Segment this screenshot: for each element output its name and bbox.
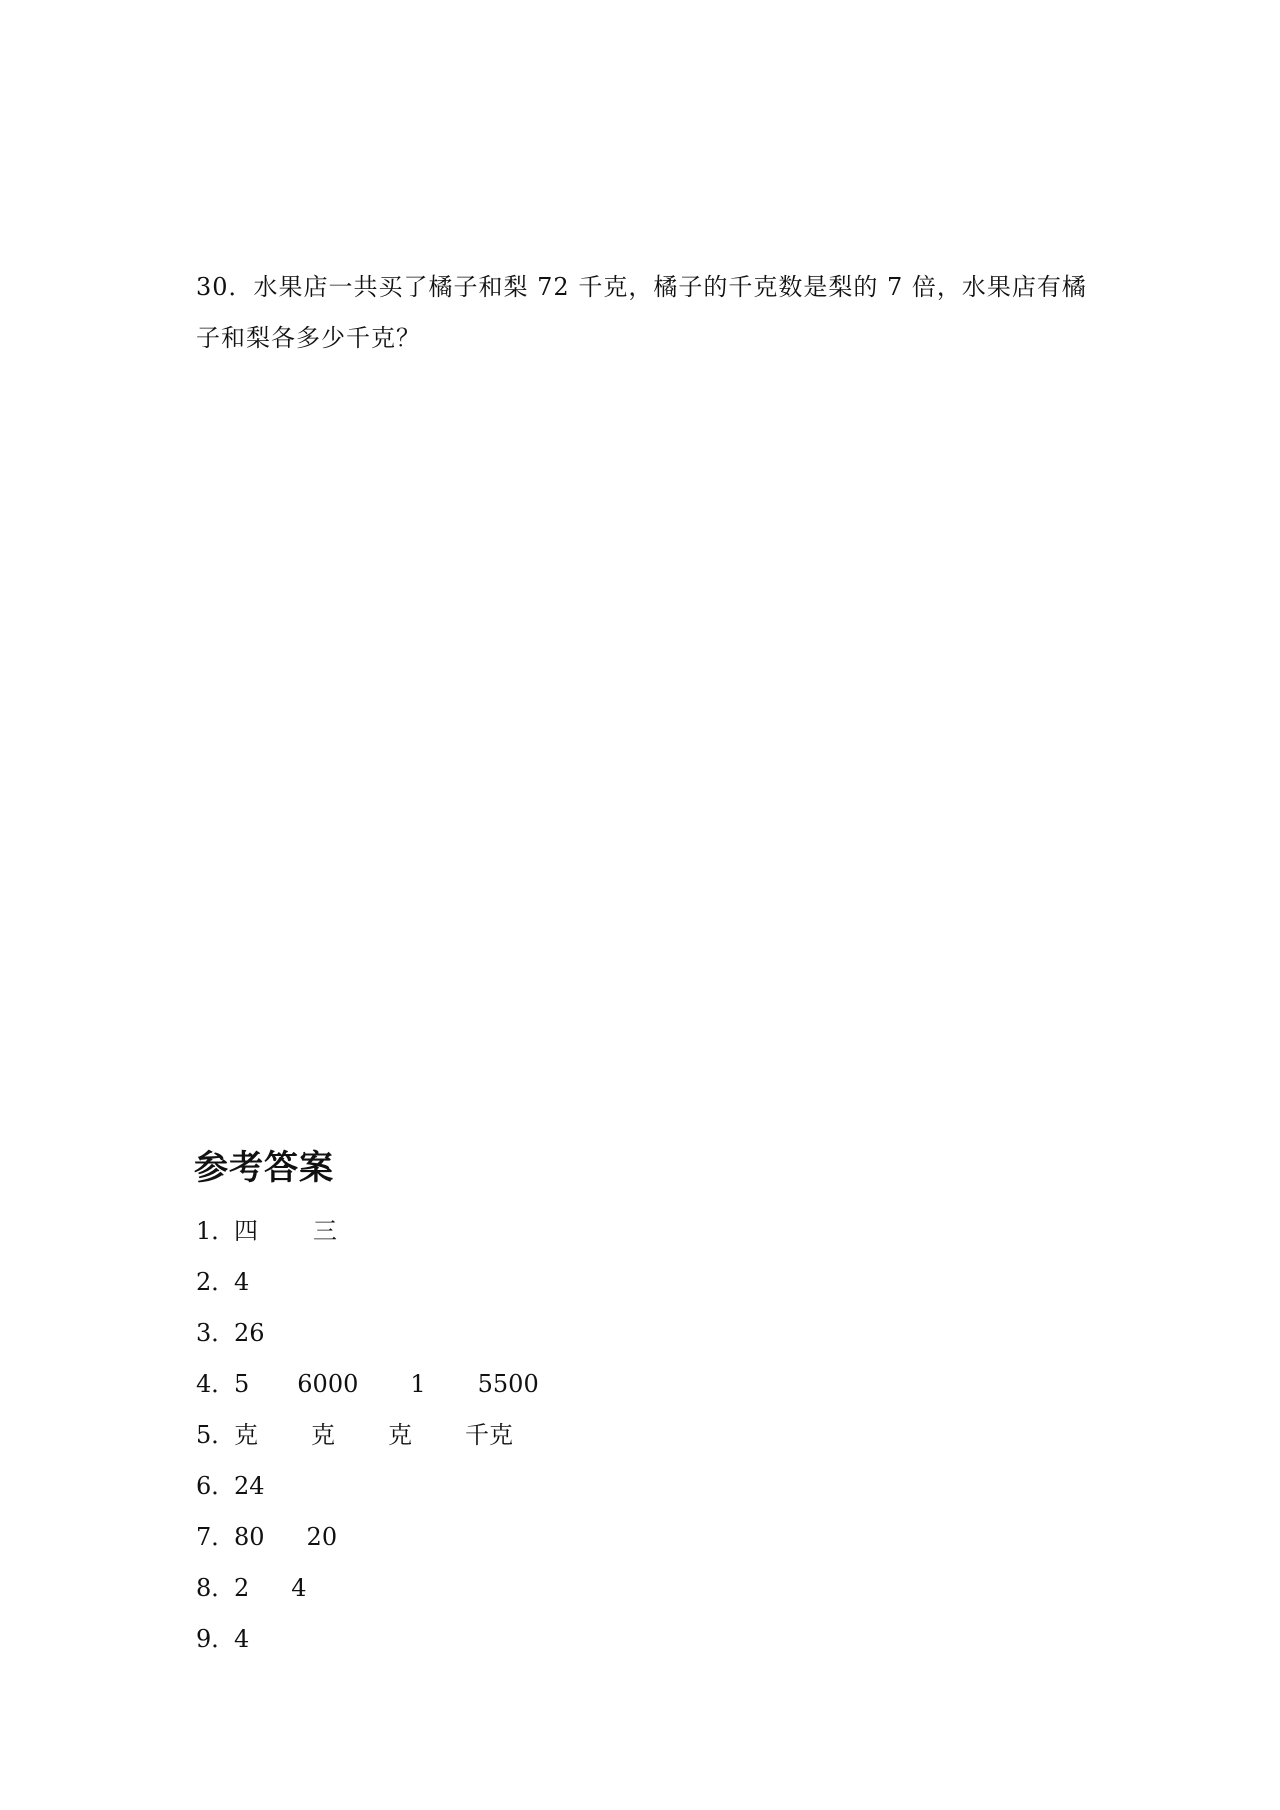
answer-number: 7． <box>196 1523 236 1551</box>
answer-number: 1． <box>196 1217 236 1245</box>
answer-number: 9． <box>196 1625 236 1653</box>
answer-number: 2． <box>196 1268 236 1296</box>
answer-row <box>196 1410 539 1461</box>
answer-number: 8． <box>196 1574 236 1602</box>
answer-row <box>196 1308 539 1359</box>
answers-title: 参考答案 <box>194 1148 334 1188</box>
answer-value: 三 <box>313 1217 337 1245</box>
answer-value: 24 <box>234 1472 265 1500</box>
answer-value: 6000 <box>297 1370 359 1398</box>
answer-value: 4 <box>234 1268 250 1296</box>
answer-row <box>196 1563 539 1614</box>
answer-value: 千克 <box>465 1421 513 1449</box>
answer-value: 4 <box>291 1574 307 1602</box>
answer-value: 四 <box>234 1217 258 1245</box>
answer-list <box>196 1206 539 1665</box>
answer-value: 克 <box>311 1421 335 1449</box>
question-30-line-2: 子和梨各多少千克？ <box>196 324 421 352</box>
question-30 <box>196 262 1096 364</box>
answer-number: 4． <box>196 1370 236 1398</box>
answer-value: 26 <box>234 1319 265 1347</box>
answer-value: 5500 <box>477 1370 539 1398</box>
answer-row <box>196 1614 539 1665</box>
answer-row <box>196 1257 539 1308</box>
answer-row <box>196 1512 539 1563</box>
answer-value: 1 <box>410 1370 426 1398</box>
answer-row <box>196 1359 539 1410</box>
answer-value: 克 <box>388 1421 412 1449</box>
answer-number: 5． <box>196 1421 236 1449</box>
answer-value: 克 <box>234 1421 258 1449</box>
answer-value: 20 <box>306 1523 338 1551</box>
answer-value: 2 <box>234 1574 250 1602</box>
answer-value: 4 <box>234 1625 250 1653</box>
answer-row <box>196 1206 539 1257</box>
answer-value: 80 <box>234 1523 265 1551</box>
answer-value: 5 <box>234 1370 250 1398</box>
answer-row <box>196 1461 539 1512</box>
answer-number: 6． <box>196 1472 236 1500</box>
question-30-line-1: 30．水果店一共买了橘子和梨 72 千克，橘子的千克数是梨的 7 倍，水果店有橘 <box>196 273 1087 301</box>
answer-number: 3． <box>196 1319 236 1347</box>
